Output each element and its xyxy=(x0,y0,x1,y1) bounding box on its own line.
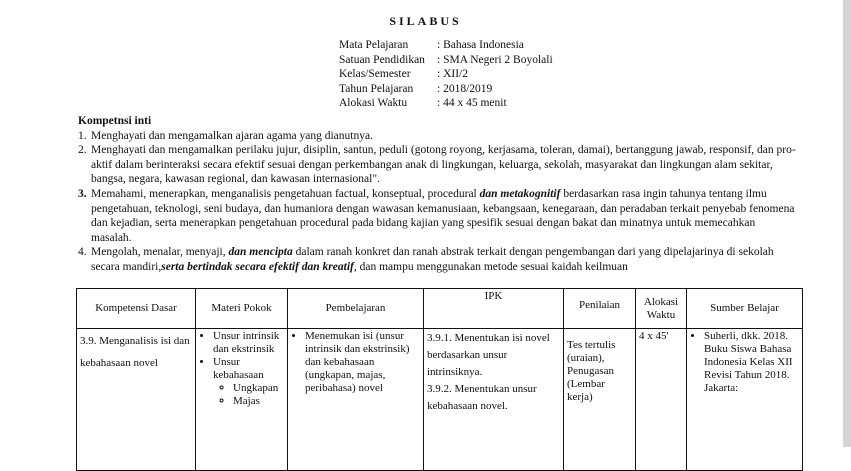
meta-row xyxy=(339,96,553,111)
meta-value: : SMA Negeri 2 Boyolali xyxy=(437,53,553,66)
list-item: • Unsur intrinsik dan ekstrinsik xyxy=(213,330,284,356)
meta-key: Mata Pelajaran xyxy=(339,39,409,51)
silabus-table xyxy=(76,288,803,471)
meta-value: : XII/2 xyxy=(437,68,468,81)
meta-value: : Bahasa Indonesia xyxy=(437,39,524,51)
ki-item-3: 3. Memahami, menerapkan, menganalisis pengetahuan factual, konseptual, procedural dan metakognitif berdasarkan rasa ingin tahunya tentang ilmu pengetahuan, teknologi, seni budaya, dan humaniora dengan wawasan kemanusiaan, kebangsaan, kenegaraan, dan peradaban terkait penyebab fenomena dan kejadian, serta menerapkan pengetahuan procedural pada bidang kajian yang spesifik sesuai dengan bakat dan minatnya untuk memecahkan masalah. xyxy=(78,187,798,245)
cell-alokasi-waktu: 4 x 45' xyxy=(636,329,687,471)
ki-item-4: 4. Mengolah, menalar, menyaji, dan mencipta dalam ranah konkret dan ranah abstrak terkait dengan pengembangan dari yang dipelajarinya di sekolah secara mandiri,serta bertindak secara efektif dan kreatif, dan mampu menggunakan metode sesuai kaidah keilmuan xyxy=(78,245,798,274)
cell-materi-pokok xyxy=(196,329,288,471)
header-ipk: IPK xyxy=(424,289,564,329)
meta-row xyxy=(339,67,553,82)
header-penilaian: Penilaian xyxy=(564,289,636,329)
header-pembelajaran: Pembelajaran xyxy=(288,289,424,329)
document-title: SILABUS xyxy=(389,14,462,28)
ipk-item: 3.9.2. Menentukan unsur kebahasaan novel. xyxy=(427,383,537,412)
header-alokasi-waktu: Alokasi Waktu xyxy=(636,289,687,329)
ki-item-1: 1. Menghayati dan mengamalkan ajaran agama yang dianutnya. xyxy=(78,129,798,144)
meta-key: Tahun Pelajaran xyxy=(339,82,414,95)
list-item: • Menemukan isi (unsur intrinsik dan ekstrinsik) dan kebahasaan (ungkapan, majas, peribahasa) novel xyxy=(305,330,420,395)
meta-row xyxy=(339,53,553,68)
meta-value: : 2018/2019 xyxy=(437,82,493,95)
list-item: • Unsur kebahasaan ◦ Ungkapan ◦ Majas xyxy=(213,356,284,408)
header-kompetensi-dasar: Kompetensi Dasar xyxy=(77,289,196,329)
meta-key: Satuan Pendidikan xyxy=(339,53,425,66)
ipk-item: 3.9.1. Menentukan isi novel berdasarkan unsur intrinsiknya. xyxy=(427,332,550,378)
header-materi-pokok: Materi Pokok xyxy=(196,289,288,329)
ki-text: Menghayati dan mengamalkan perilaku jujur, disiplin, santun, peduli (gotong royong, kerjasama, toleran, damai), bertanggung jawab, responsif, dan pro-aktif dalam berinteraksi secara efektif sesuai dengan perkembangan anak di lingkungan, keluarga, sekolah, masyarakat dan lingkungan alam sekitar, bangsa, negara, kawasan regional, dan kawasan internasional". xyxy=(91,144,796,186)
meta-block xyxy=(339,38,553,111)
ki-item-2: 2. Menghayati dan mengamalkan perilaku jujur, disiplin, santun, peduli (gotong royong, kerjasama, toleran, damai), bertanggung jawab, responsif, dan pro-aktif dalam berinteraksi secara efektif sesuai dengan perkembangan anak di lingkungan, keluarga, sekolah, masyarakat dan lingkungan alam sekitar, bangsa, negara, kawasan regional, dan kawasan internasional". xyxy=(78,143,798,187)
table-header-row xyxy=(77,289,803,329)
list-item: ◦ Majas xyxy=(233,395,284,408)
cell-ipk xyxy=(424,329,564,471)
kompetensi-inti xyxy=(78,114,798,275)
table-row xyxy=(77,329,803,471)
list-item: ◦ Ungkapan xyxy=(233,382,284,395)
header-sumber-belajar: Sumber Belajar xyxy=(687,289,803,329)
cell-sumber-belajar xyxy=(687,329,803,471)
cell-kompetensi-dasar: 3.9. Menganalisis isi dan kebahasaan novel xyxy=(77,329,196,471)
cell-penilaian: Tes tertulis (uraian), Penugasan (Lembar kerja) xyxy=(564,329,636,471)
scrollbar-track[interactable] xyxy=(843,0,851,447)
kompetensi-heading: Kompetnsi inti xyxy=(78,115,152,127)
meta-value: : 44 x 45 menit xyxy=(437,97,507,110)
meta-row xyxy=(339,38,553,53)
cell-pembelajaran xyxy=(288,329,424,471)
list-item: • Suherli, dkk. 2018. Buku Siswa Bahasa Indonesia Kelas XII Revisi Tahun 2018. Jakarta: xyxy=(704,330,799,395)
meta-key: Alokasi Waktu xyxy=(339,97,408,110)
meta-key: Kelas/Semester xyxy=(339,68,411,81)
ki-text: Memahami, menerapkan, menganalisis pengetahuan factual, konseptual, procedural dan metakognitif berdasarkan rasa ingin tahunya tentang ilmu pengetahuan, teknologi, seni budaya, dan humaniora dengan wawasan kemanusiaan, kebangsaan, kenegaraan, dan peradaban terkait penyebab fenomena dan kejadian, serta menerapkan pengetahuan procedural pada bidang kajian yang spesifik sesuai dengan bakat dan minatnya untuk memecahkan masalah. xyxy=(91,187,795,244)
meta-row xyxy=(339,82,553,97)
ki-text: Menghayati dan mengamalkan ajaran agama yang dianutnya. xyxy=(91,129,373,142)
ki-text: Mengolah, menalar, menyaji, dan mencipta dalam ranah konkret dan ranah abstrak terkait dengan pengembangan dari yang dipelajarinya di sekolah secara mandiri,serta bertindak secara efektif dan kreatif, dan mampu menggunakan metode sesuai kaidah keilmuan xyxy=(91,246,774,273)
